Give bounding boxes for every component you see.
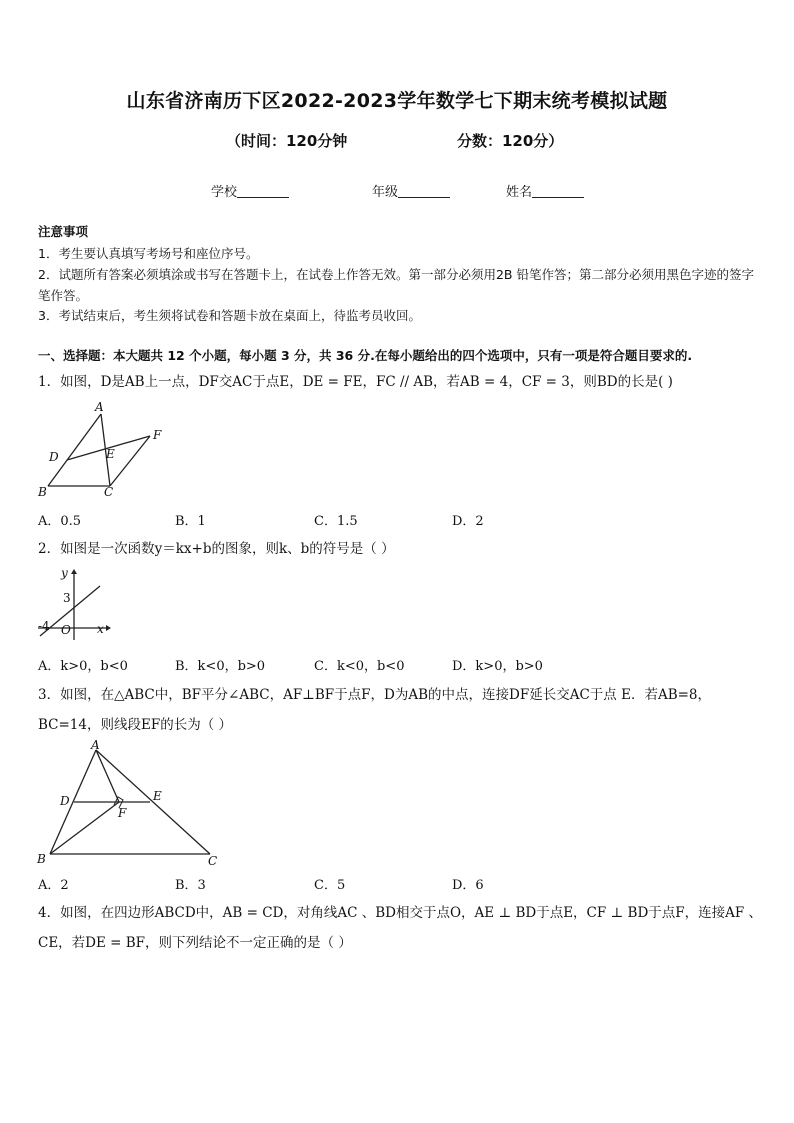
q2-label-o: O — [61, 623, 71, 637]
notice-item-3: 3．考试结束后，考生须将试卷和答题卡放在桌面上，待监考员收回。 — [38, 308, 421, 323]
q3-option-b[interactable]: B．3 — [175, 878, 206, 893]
q3-label-d: D — [60, 794, 70, 808]
notice-item-1: 1．考生要认真填写考场号和座位序号。 — [38, 246, 259, 261]
question-2-figure — [34, 564, 114, 644]
q1-option-c[interactable]: C．1.5 — [314, 514, 358, 529]
q3-line-af — [96, 750, 119, 802]
grade-label: 年级 — [372, 185, 399, 200]
exam-score: 分数：120分） — [457, 132, 564, 150]
school-label: 学校 — [211, 185, 238, 200]
exam-title: 山东省济南历下区2022-2023学年数学七下期末统考模拟试题 — [126, 90, 668, 112]
q3-label-c: C — [208, 854, 218, 868]
section-heading: 一、选择题：本大题共 12 个小题，每小题 3 分，共 36 分.在每小题给出的四个选项中，只有一项是符合题目要求的. — [38, 348, 693, 363]
q2-x-arrow — [106, 625, 111, 631]
question-2-text: 2．如图是一次函数y＝kx+b的图象，则k、b的符号是（ ） — [38, 541, 395, 557]
q3-label-f: F — [118, 806, 127, 820]
q2-option-c[interactable]: C．k<0，b<0 — [314, 659, 405, 674]
question-4-text: 4．如图，在四边形ABCD中，AB = CD，对角线AC 、BD相交于点O，AE ⊥ BD于点E，CF ⊥ BD于点F，连接AF 、CE，若DE = BF，则下列结论不一定正确的是（ ） — [38, 905, 763, 951]
exam-time: （时间：120分钟 — [226, 132, 348, 150]
q1-line-cf — [110, 436, 150, 486]
q3-label-e: E — [153, 789, 162, 803]
notice-item-2: 2．试题所有答案必须填涂或书写在答题卡上，在试卷上作答无效。第一部分必须用2B 铅笔作答；第二部分必须用黑色字迹的签字笔作答。 — [38, 267, 754, 303]
q3-line-bf — [50, 802, 119, 854]
q3-label-b: B — [37, 852, 46, 866]
name-field — [506, 181, 584, 200]
school-field — [211, 181, 289, 200]
q2-option-d[interactable]: D．k>0，b>0 — [452, 659, 543, 674]
question-3-figure — [34, 738, 224, 870]
q3-option-a[interactable]: A．2 — [38, 878, 69, 893]
q1-label-b: B — [38, 485, 47, 499]
q1-label-e: E — [106, 447, 115, 461]
q1-option-d[interactable]: D．2 — [452, 514, 484, 529]
school-blank[interactable] — [237, 184, 289, 198]
q3-option-c[interactable]: C．5 — [314, 878, 346, 893]
q2-label-x: x — [97, 622, 104, 636]
question-1-figure — [34, 399, 174, 503]
q1-label-f: F — [153, 428, 162, 442]
grade-field — [372, 181, 450, 200]
name-label: 姓名 — [506, 185, 533, 200]
q3-label-a: A — [91, 738, 100, 752]
notice-heading: 注意事项 — [38, 224, 89, 239]
q2-label-neg4: -4 — [38, 619, 50, 633]
q1-option-b[interactable]: B．1 — [175, 514, 206, 529]
question-3-text: 3．如图，在△ABC中，BF平分∠ABC，AF⊥BF于点F，D为AB的中点，连接DF延长交AC于点 E．若AB=8，BC=14，则线段EF的长为（ ） — [38, 687, 712, 733]
q1-label-a: A — [95, 400, 104, 414]
q2-label-y: y — [61, 566, 68, 580]
q1-label-d: D — [49, 450, 59, 464]
name-blank[interactable] — [532, 184, 584, 198]
q1-label-c: C — [104, 485, 114, 499]
q2-y-arrow — [71, 569, 77, 574]
grade-blank[interactable] — [398, 184, 450, 198]
q2-option-b[interactable]: B．k<0，b>0 — [175, 659, 266, 674]
q1-option-a[interactable]: A．0.5 — [38, 514, 82, 529]
q2-label-3: 3 — [63, 591, 71, 605]
question-1-text: 1．如图，D是AB上一点，DF交AC于点E，DE = FE，FC // AB，若AB = 4，CF = 3，则BD的长是( ) — [38, 374, 673, 390]
q2-option-a[interactable]: A．k>0，b<0 — [38, 659, 128, 674]
q3-option-d[interactable]: D．6 — [452, 878, 484, 893]
